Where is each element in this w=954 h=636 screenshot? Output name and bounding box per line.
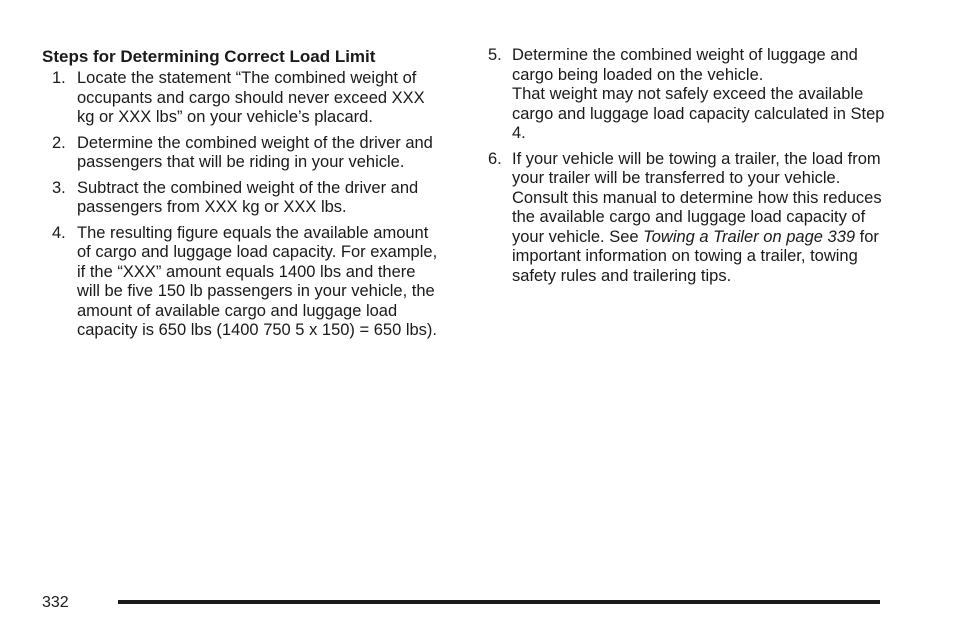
step6-before: If your vehicle will be towing a trailer, the load from your trailer will be transferred to your vehicle. Consult this manual to determine how this reduces the available cargo and luggage load capacity of your vehicle. See xyxy=(512,149,882,246)
step-number: 6. xyxy=(488,149,502,168)
step5-line1: Determine the combined weight of luggage and cargo being loaded on the vehicle. xyxy=(512,46,858,84)
section-heading: Steps for Determining Correct Load Limit xyxy=(42,47,376,66)
list-item xyxy=(42,134,442,173)
step-text: The resulting figure equals the available amount of cargo and luggage load capacity. For example, if the “XXX” amount equals 1400 lbs and there will be five 150 lb passengers in your vehicle, the amount of available cargo and luggage load capacity is 650 lbs (1400 750 5 x 150) = 650 lbs). xyxy=(77,223,438,339)
step-text xyxy=(512,150,886,287)
step-number: 3. xyxy=(52,178,66,197)
step-number: 2. xyxy=(52,133,66,152)
step5-line2: That weight may not safely exceed the available cargo and luggage load capacity calculated in Step 4. xyxy=(512,85,885,142)
left-column xyxy=(42,46,442,347)
cross-reference-link[interactable]: Towing a Trailer on page 339 xyxy=(643,227,856,246)
step-text: Determine the combined weight of the driver and passengers that will be riding in your vehicle. xyxy=(77,133,433,171)
list-item xyxy=(486,46,886,144)
step-text xyxy=(512,46,886,144)
step-number: 1. xyxy=(52,69,66,87)
step-text: Subtract the combined weight of the driver and passengers from XXX kg or XXX lbs. xyxy=(77,178,419,216)
steps-list-left xyxy=(42,69,442,341)
steps-list-right xyxy=(486,46,886,286)
list-item xyxy=(42,179,442,218)
list-item xyxy=(42,224,442,341)
footer-rule xyxy=(118,600,880,604)
page-number: 332 xyxy=(42,594,69,611)
step-text: Locate the statement “The combined weight of occupants and cargo should never exceed XXX kg or XXX lbs” on your vehicle’s placard. xyxy=(77,69,425,126)
right-column xyxy=(486,46,886,292)
list-item xyxy=(486,150,886,287)
step6-after: for important information on towing a trailer, towing safety rules and trailering tips. xyxy=(512,227,879,285)
list-item xyxy=(42,69,442,128)
step-number: 4. xyxy=(52,223,66,242)
step-number: 5. xyxy=(488,46,502,64)
